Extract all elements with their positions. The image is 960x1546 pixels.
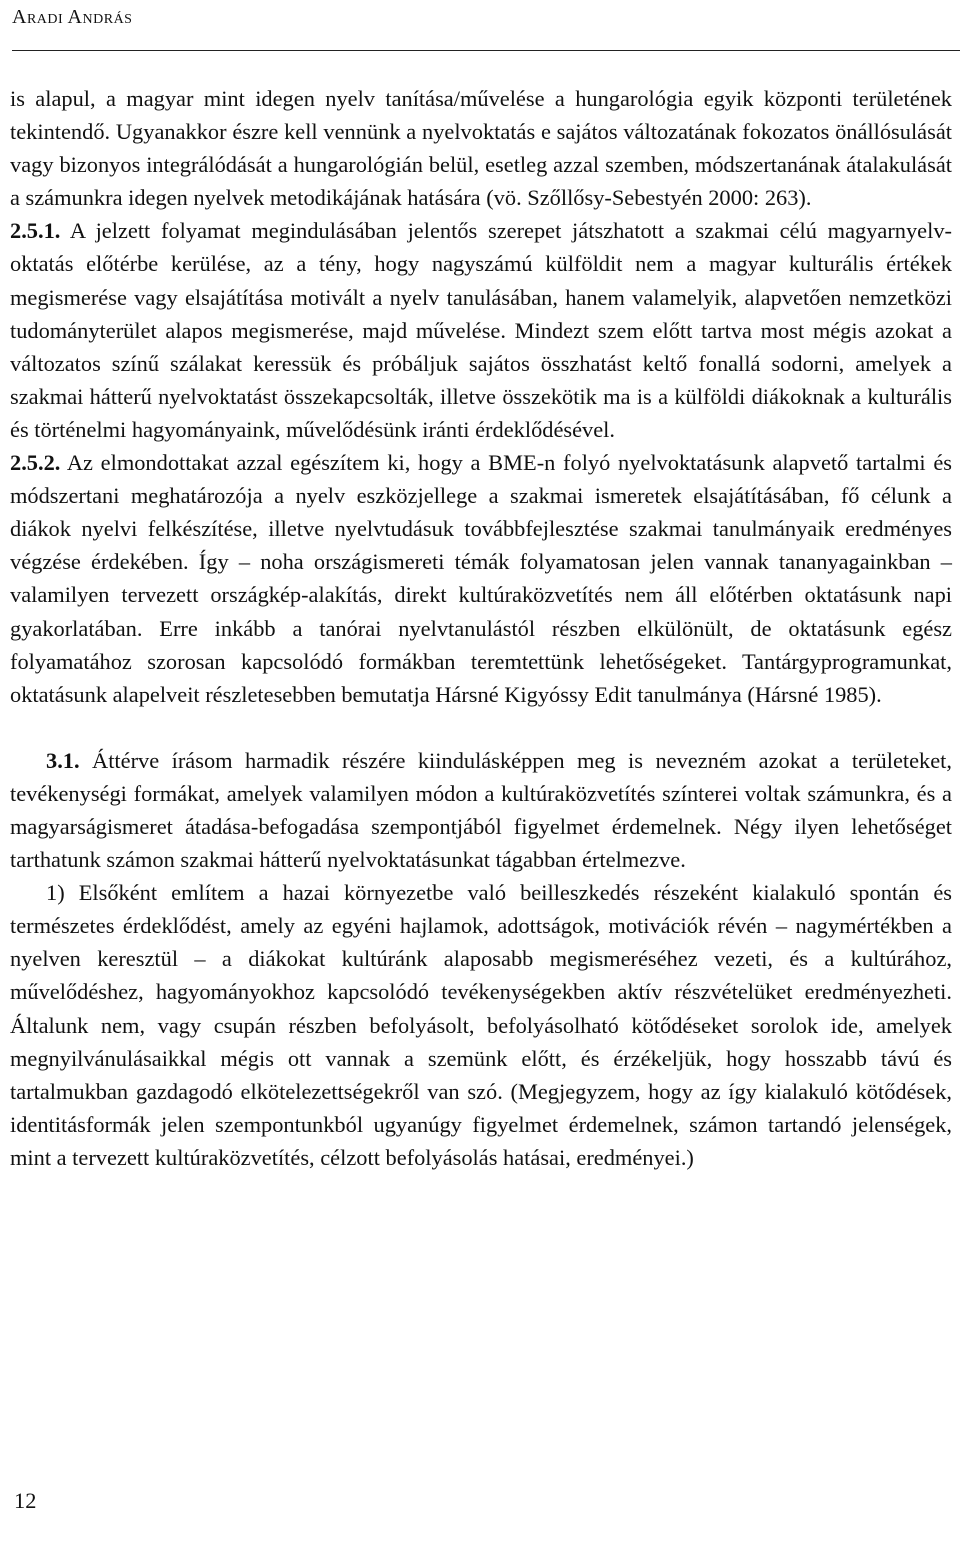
- running-title: Aradi András: [12, 6, 133, 28]
- paragraph-3-1: [10, 744, 952, 876]
- section-number: 2.5.1.: [10, 218, 61, 244]
- page-number: 12: [14, 1488, 37, 1513]
- paragraph-text: A jelzett folyamat megindulásában jelentős szerepet játszhatott a szakmai célú magyarnyelv-oktatás előtérbe kerülése, az a tény, hogy nagyszámú külföldit nem a magyar kulturális értékek megismerése vagy elsajátítása motivált a nyelv tanulásában, hanem valamelyik, alapvetően nemzetközi tudományterület alapos megismerése, majd művelése. Mindezt szem előtt tartva most mégis azokat a változatos színű szálakat keressük és próbáljuk sajátos összhatást keltő fonallá sodorni, amelyek a szakmai hátterű nyelvoktatást összekapcsolták, illetve összekötik ma is a külföldi diákoknak a kulturális és történelmi hagyományaink, művelődésünk iránti érdeklődésével.: [10, 218, 952, 442]
- paragraph-text: 1) Elsőként említem a hazai környezetbe való beilleszkedés részeként kialakuló spontán és természetes érdeklődést, amely az egyéni hajlamok, adottságok, motivációk révén – nagymértékben a nyelven keresztül – a diákokat kultúránk alaposabb megismeréséhez vezeti, és a kultúrához, művelődéshez, hagyományokhoz kapcsolódó tevékenységekben aktív részvételüket eredményezheti. Általunk nem, vagy csupán részben befolyásolt, befolyásolható kötődéseket sorolok ide, amelyek megnyilvánulásaikkal mégis ott vannak a szemünk előtt, és érzékeljük, hogy hosszabb távú és tartalmukban gazdagodó elkötelezettségekről van szó. (Megjegyzem, hogy az így kialakuló kötődések, identitásformák jelen szempontunkból ugyanúgy figyelmet érdemelnek, számon tartandó jelenségek, mint a tervezett kultúraközvetítés, célzott befolyásolás hatásai, eredményei.): [10, 880, 952, 1170]
- paragraph-text: Az elmondottakat azzal egészítem ki, hogy a BME-n folyó nyelvoktatásunk alapvető tartalmi és módszertani meghatározója a nyelv eszközjellege a szakmai ismeretek elsajátításában, fő célunk a diákok nyelvi felkészítése, illetve nyelvtudásuk továbbfejlesztése szakmai tanulmányaik eredményes végzése érdekében. Így – noha országismereti témák folyamatosan jelen vannak tananyagainkban – valamilyen tervezett országkép-alakítás, direkt kultúraközvetítés nem áll előtérben oktatásunk napi gyakorlatában. Erre inkább a tanórai nyelvtanulástól részben elkülönült, de oktatásunk egész folyamatához szorosan kapcsolódó formákban teremtettünk lehetőségeket. Tantárgyprogramunkat, oktatásunk alapelveit részletesebben bemutatja Hársné Kigyóssy Edit tanulmánya (Hársné 1985).: [10, 450, 952, 707]
- paragraph-2-5-2: [10, 446, 952, 711]
- paragraph-text: Áttérve írásom harmadik részére kiindulásképpen meg is nevezném azokat a területeket, tevékenységi formákat, amelyek valamilyen módon a kultúraközvetítés színterei voltak számunkra, és a magyarságismeret átadása-befogadása szempontjából figyelmet érdemelnek. Négy ilyen lehetőséget tarthatunk számon szakmai hátterű nyelvoktatásunkat tágabban értelmezve.: [10, 747, 952, 873]
- header-rule: [12, 50, 960, 51]
- page-body: [10, 82, 952, 1174]
- running-header: [12, 6, 952, 46]
- section-number: 2.5.2.: [10, 450, 61, 476]
- section-gap: [10, 711, 952, 744]
- section-number: 3.1.: [46, 747, 80, 773]
- paragraph-item-1: [10, 876, 952, 1174]
- paragraph-continuation: [10, 82, 952, 214]
- paragraph-text: is alapul, a magyar mint idegen nyelv tanítása/művelése a hungarológia egyik központi területének tekintendő. Ugyanakkor észre kell vennünk a nyelvoktatás e sajátos változatának fokozatos önállósulását vagy bizonyos integrálódását a hungarológián belül, esetleg azzal szemben, módszertanának átalakulását a számunkra idegen nyelvek metodikájának hatására (vö. Szőllősy-Sebestyén 2000: 263).: [10, 86, 952, 211]
- paragraph-2-5-1: [10, 214, 952, 446]
